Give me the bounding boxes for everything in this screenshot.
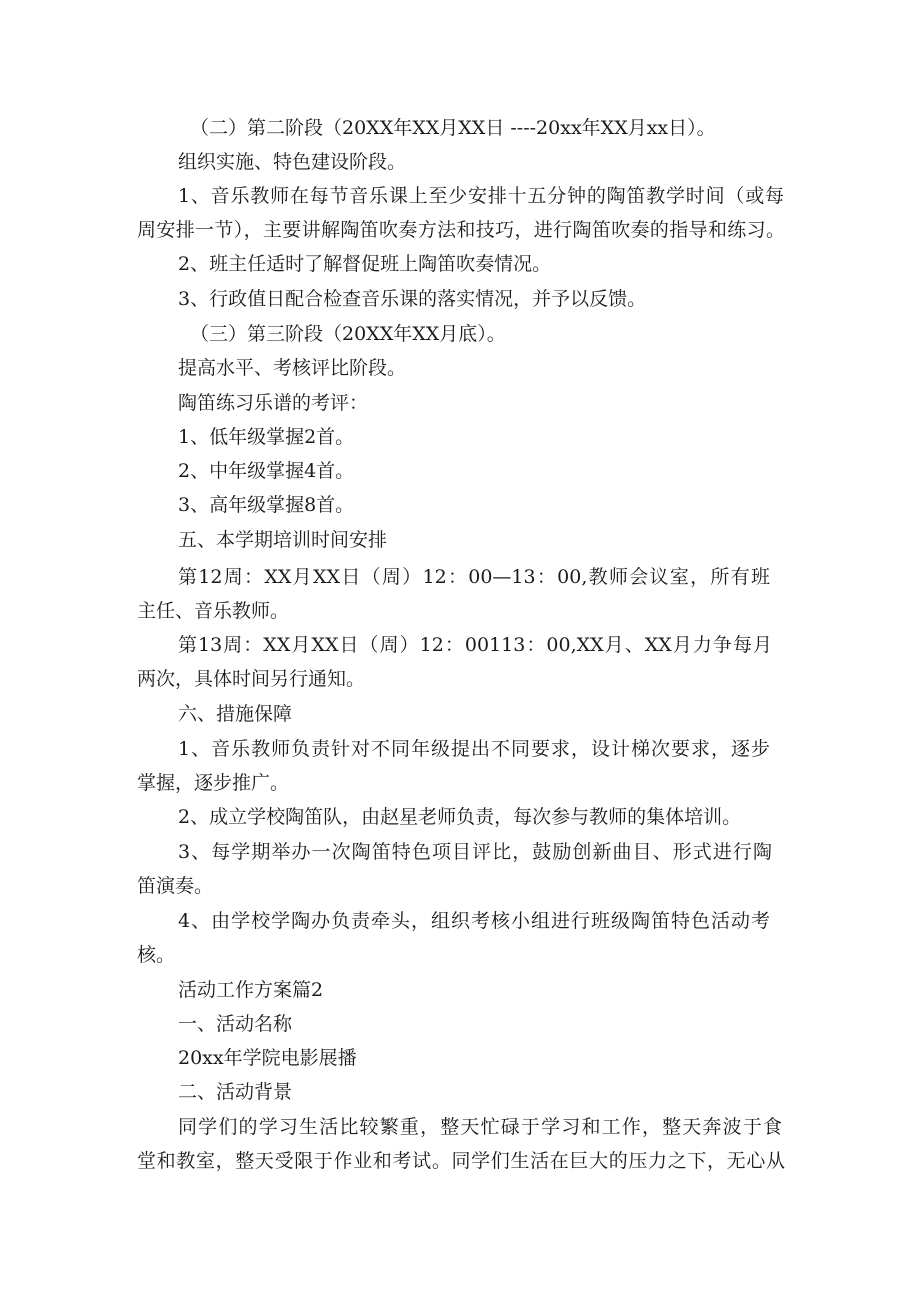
paragraph-line: 组织实施、特色建设阶段。 xyxy=(178,151,407,173)
paragraph-line: 陶笛练习乐谱的考评： xyxy=(178,392,369,414)
section-title: 活动工作方案篇2 xyxy=(178,979,324,1001)
phase-two-heading: （二）第二阶段（20XX年XX月XX日 ----20xx年XX月xx日）。 xyxy=(190,117,716,139)
paragraph-line: 掌握，逐步推广。 xyxy=(137,772,290,794)
paragraph-line: 3、每学期举办一次陶笛特色项目评比，鼓励创新曲目、形式进行陶 xyxy=(178,841,772,863)
paragraph-line: 1、音乐教师负责针对不同年级提出不同要求，设计梯次要求，逐步 xyxy=(178,738,770,760)
paragraph-line: 两次，具体时间另行通知。 xyxy=(137,668,366,690)
section-heading: 二、活动背景 xyxy=(178,1081,293,1103)
paragraph-line: 20xx年学院电影展播 xyxy=(178,1047,357,1069)
section-heading: 五、本学期培训时间安排 xyxy=(178,529,388,551)
paragraph-line: 2、成立学校陶笛队，由赵星老师负责，每次参与教师的集体培训。 xyxy=(178,806,742,828)
paragraph-line: 堂和教室，整天受限于作业和考试。同学们生活在巨大的压力之下，无心从 xyxy=(137,1150,785,1172)
list-item: 3、高年级掌握8首。 xyxy=(178,494,355,516)
paragraph-line: 2、班主任适时了解督促班上陶笛吹奏情况。 xyxy=(178,253,552,275)
paragraph-line: 4、由学校学陶办负责牵头，组织考核小组进行班级陶笛特色活动考 xyxy=(178,910,770,932)
paragraph-line: 主任、音乐教师。 xyxy=(137,600,290,622)
phase-three-heading: （三）第三阶段（20XX年XX月底）。 xyxy=(190,323,506,345)
paragraph-line: 3、行政值日配合检查音乐课的落实情况，并予以反馈。 xyxy=(178,288,647,310)
paragraph-line: 核。 xyxy=(137,944,176,966)
paragraph-line: 同学们的学习生活比较繁重，整天忙碌于学习和工作，整天奔波于食 xyxy=(178,1116,782,1138)
list-item: 1、低年级掌握2首。 xyxy=(178,426,355,448)
paragraph-line: 周安排一节），主要讲解陶笛吹奏方法和技巧，进行陶笛吹奏的指导和练习。 xyxy=(137,219,785,241)
section-heading: 六、措施保障 xyxy=(178,703,293,725)
paragraph-line: 提高水平、考核评比阶段。 xyxy=(178,357,407,379)
list-item: 2、中年级掌握4首。 xyxy=(178,460,355,482)
paragraph-line: 1、音乐教师在每节音乐课上至少安排十五分钟的陶笛教学时间（或每 xyxy=(178,185,784,207)
section-heading: 一、活动名称 xyxy=(178,1013,293,1035)
paragraph-line: 第13周：XX月XX日（周）12：00113：00,XX月、XX月力争每月 xyxy=(178,634,772,656)
paragraph-line: 笛演奏。 xyxy=(137,875,214,897)
paragraph-line: 第12周：XX月XX日（周）12：00—13：00,教师会议室，所有班 xyxy=(178,566,770,588)
